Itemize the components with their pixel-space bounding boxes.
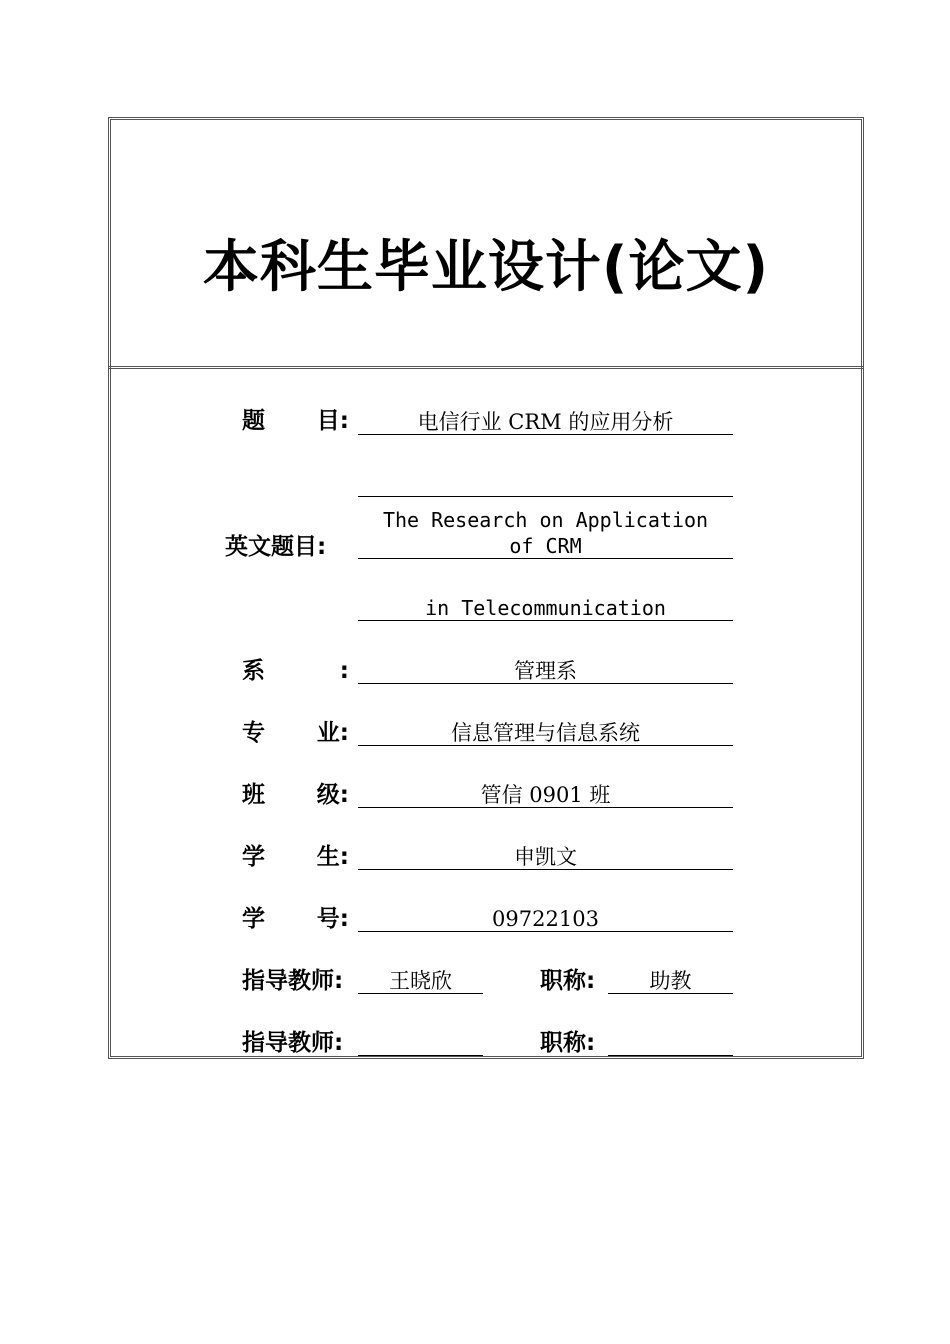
advisor1-title-label: 职称:	[540, 968, 596, 994]
advisor2-title-label: 职称:	[540, 1030, 596, 1056]
department-value: 管理系	[514, 659, 577, 683]
english-topic-line3: in Telecommunication	[425, 596, 666, 620]
student-value: 申凯文	[514, 845, 577, 869]
cover-divider	[108, 366, 864, 369]
english-topic-underline-top	[358, 496, 733, 497]
english-topic-line1: The Research on Application	[382, 508, 709, 532]
advisor1-value: 王晓欣	[389, 969, 452, 993]
english-topic-label: 英文题目:	[225, 534, 327, 560]
english-topic-underline-bottom	[358, 620, 733, 621]
english-topic-underline-mid	[358, 558, 733, 559]
major-value: 信息管理与信息系统	[451, 721, 640, 745]
class-value: 管信 0901 班	[480, 783, 611, 807]
advisor2-title-underline	[608, 1055, 733, 1056]
advisor2-underline	[358, 1055, 483, 1056]
document-title: 本科生毕业设计(论文)	[202, 235, 770, 300]
advisor1-label: 指导教师:	[242, 968, 344, 994]
english-topic-line2: of CRM	[509, 534, 582, 558]
student-id-value: 09722103	[492, 907, 599, 931]
topic-value: 电信行业 CRM 的应用分析	[417, 410, 674, 434]
advisor1-title-value: 助教	[649, 969, 692, 993]
advisor2-label: 指导教师:	[242, 1030, 344, 1056]
